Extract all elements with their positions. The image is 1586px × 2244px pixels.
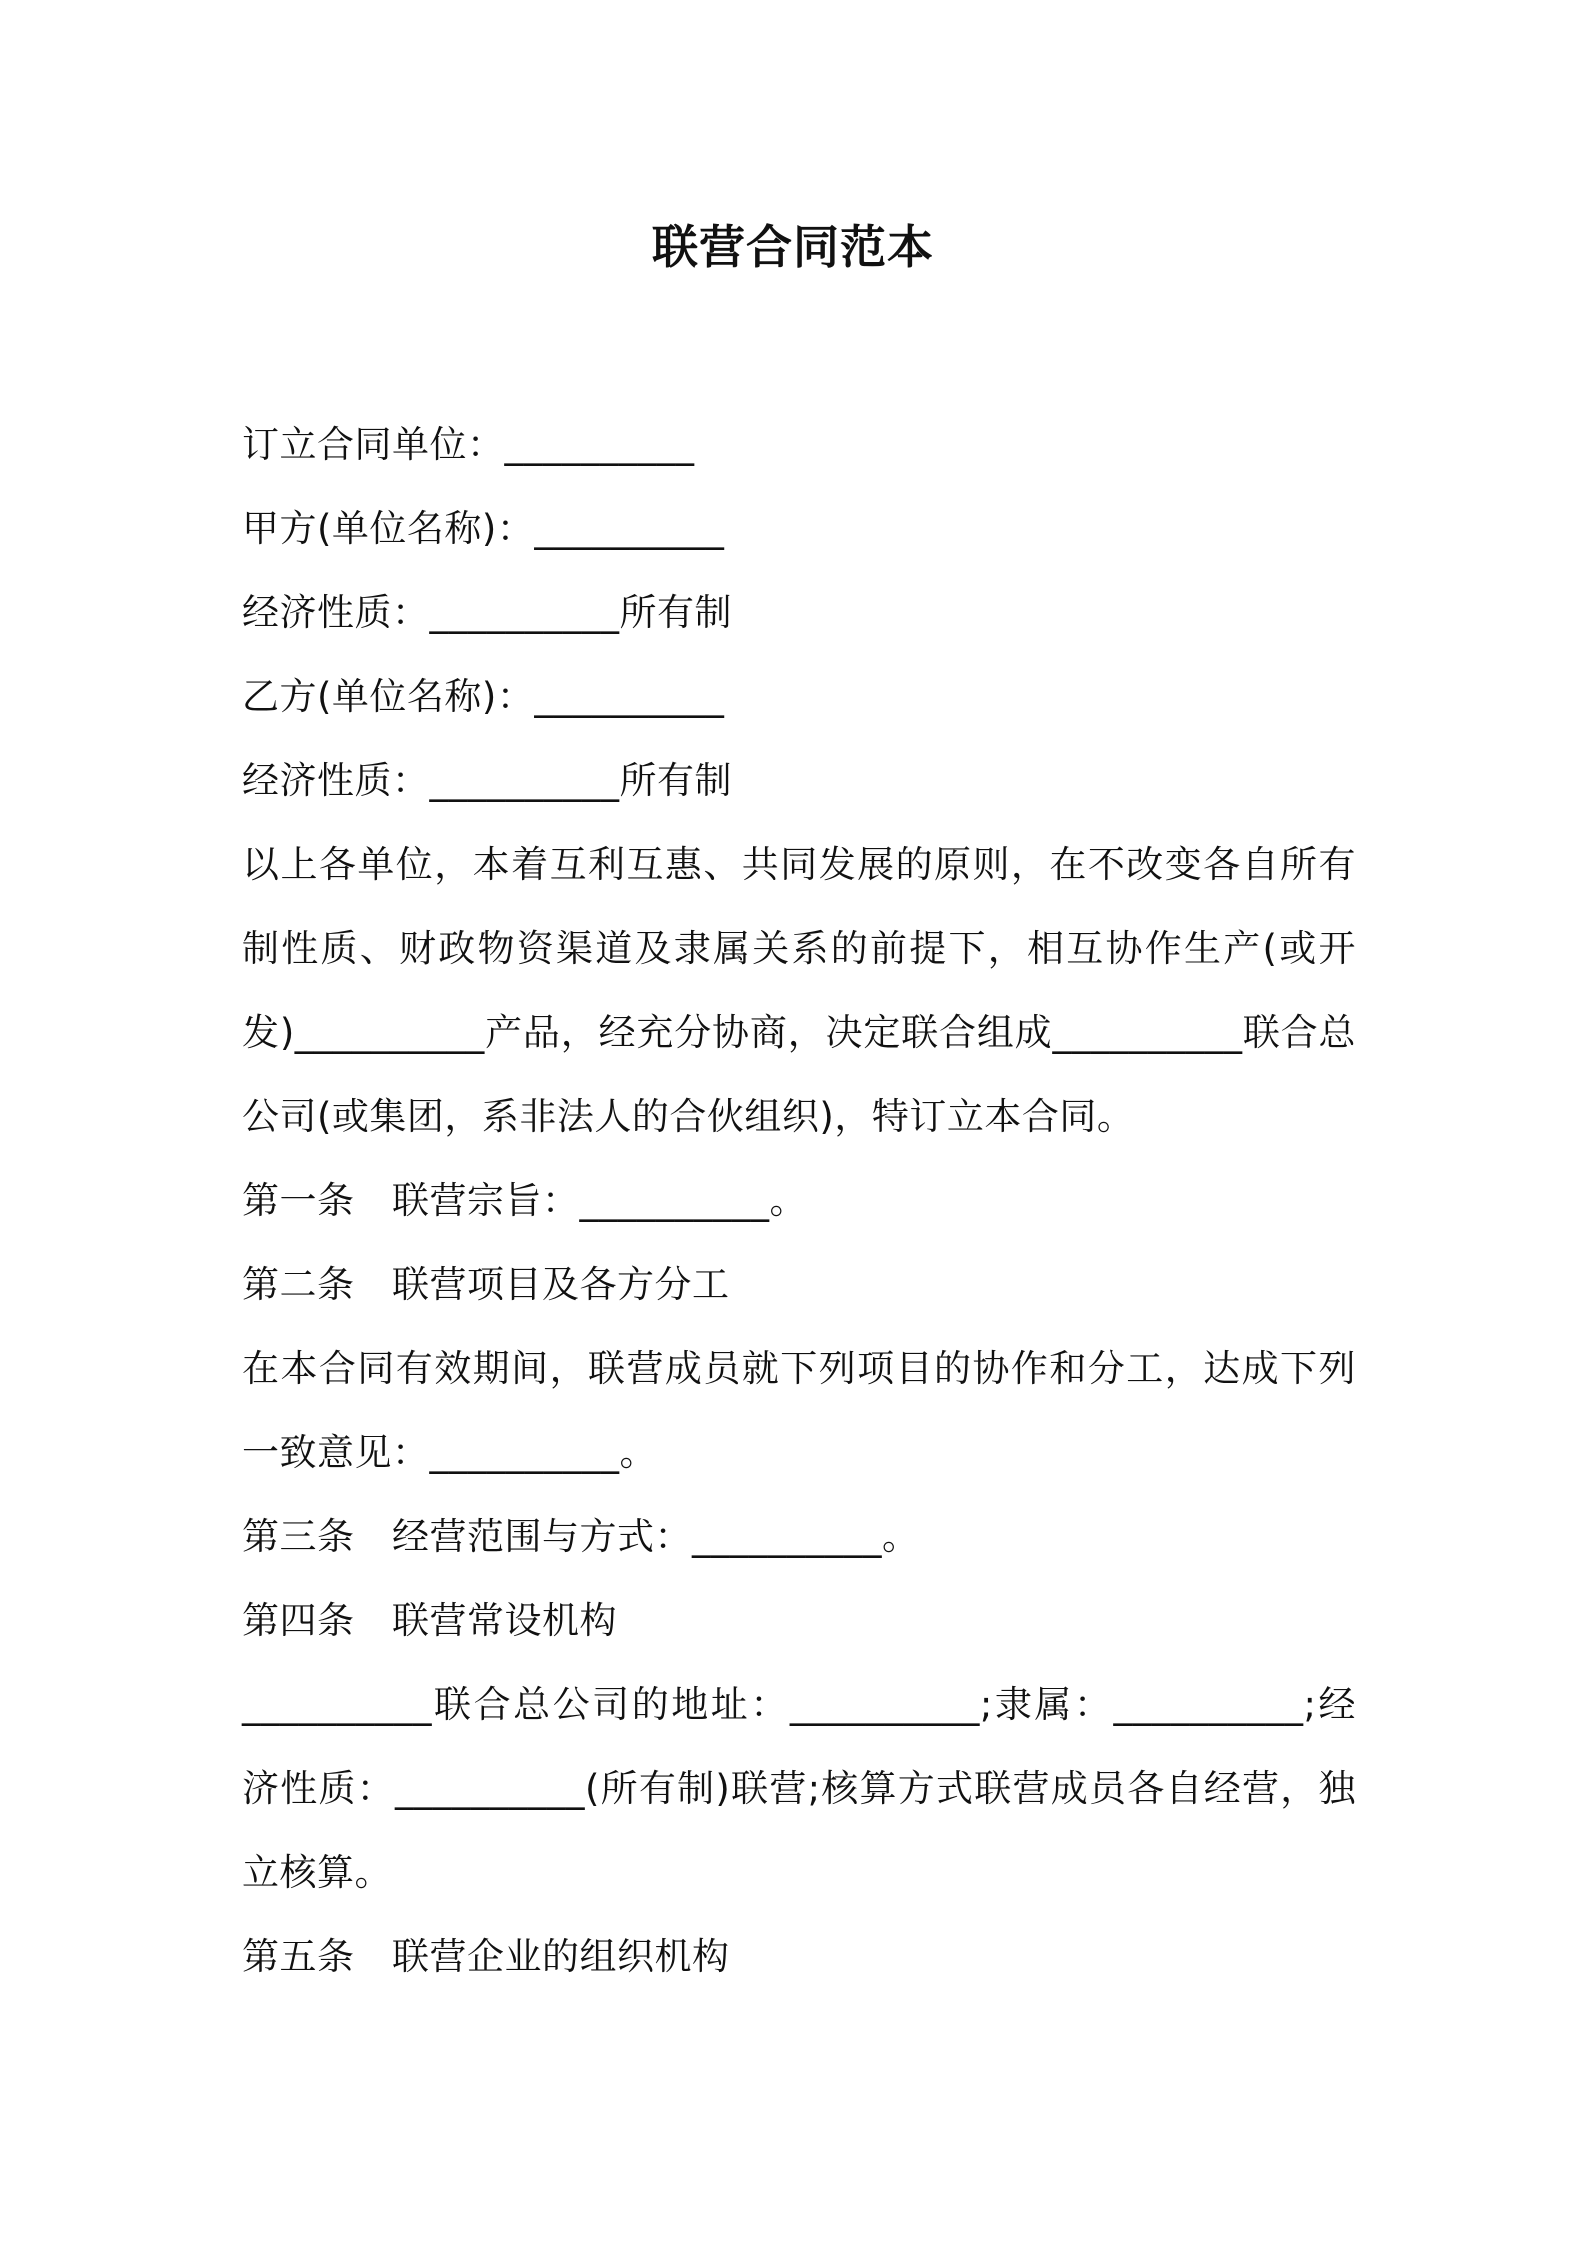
preamble-paragraph: 以上各单位，本着互利互惠、共同发展的原则，在不改变各自所有制性质、财政物资渠道及隶属关系的前提下，相互协作生产(或开发)__________产品，经充分协商，决定联合组成__________联合总公司(或集团，系非法人的合伙组织)，特订立本合同。 bbox=[242, 843, 1356, 1138]
article-2: 第二条 联营项目及各方分工 bbox=[242, 1263, 730, 1306]
party-b-name-line: 乙方(单位名称)：__________ bbox=[242, 675, 725, 718]
article-1: 第一条 联营宗旨：__________。 bbox=[242, 1179, 807, 1222]
party-a-name-line: 甲方(单位名称)：__________ bbox=[242, 507, 725, 550]
contract-party-line: 订立合同单位：__________ bbox=[242, 423, 695, 466]
article-2-paragraph: 在本合同有效期间，联营成员就下列项目的协作和分工，达成下列一致意见：__________。 bbox=[242, 1347, 1356, 1474]
article-5: 第五条 联营企业的组织机构 bbox=[242, 1935, 730, 1978]
party-b-nature-line: 经济性质：__________所有制 bbox=[242, 759, 732, 802]
article-4-paragraph: __________联合总公司的地址：__________;隶属：__________;经济性质：__________(所有制)联营;核算方式联营成员各自经营，独立核算。 bbox=[242, 1683, 1356, 1894]
article-3: 第三条 经营范围与方式：__________。 bbox=[242, 1515, 920, 1558]
party-a-nature-line: 经济性质：__________所有制 bbox=[242, 591, 732, 634]
document-title: 联营合同范本 bbox=[652, 220, 934, 274]
document-body bbox=[242, 403, 1356, 1999]
article-4: 第四条 联营常设机构 bbox=[242, 1599, 617, 1642]
